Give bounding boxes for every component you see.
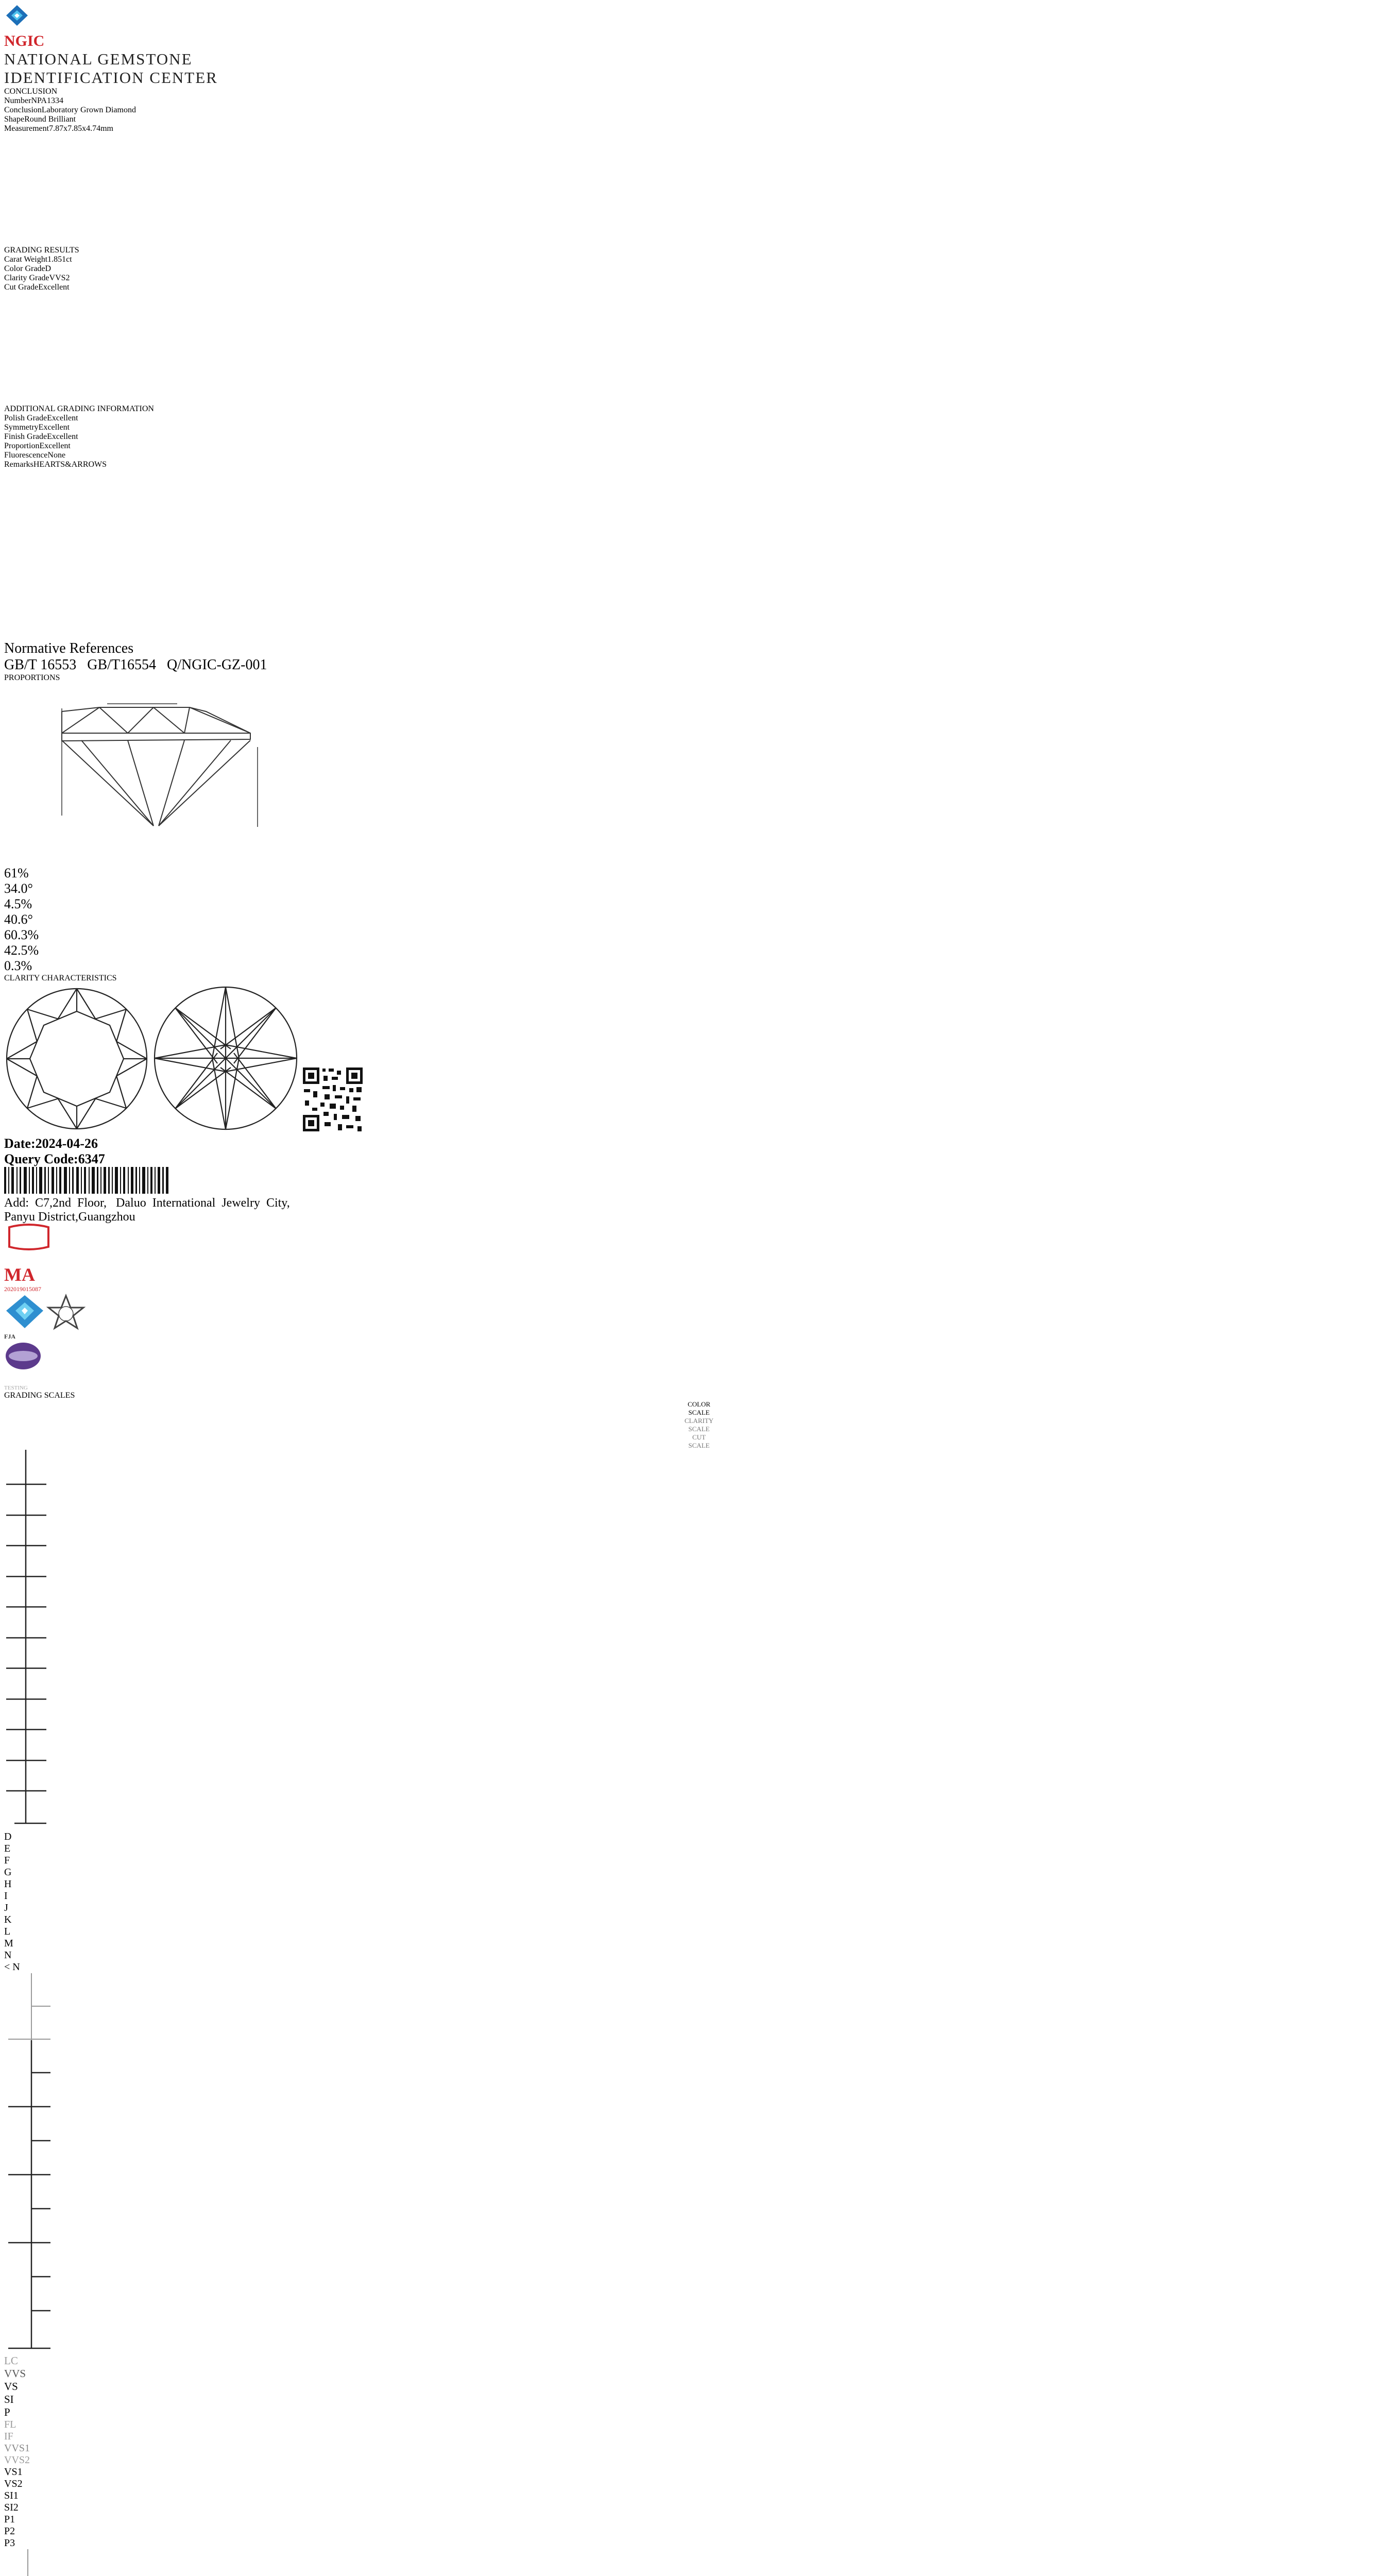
clarity-group-label: LC — [4, 2354, 18, 2367]
field-label: Number — [4, 96, 31, 105]
testing-label: TESTING — [4, 1385, 28, 1391]
clarity-grade-label: P3 — [4, 2537, 15, 2549]
clarity-grade-label: VS2 — [4, 2478, 23, 2489]
grading-results-header: GRADING RESULTS — [4, 246, 79, 255]
cut-scale-ruler — [4, 2549, 50, 2576]
color-grade-label: M — [4, 1938, 13, 1949]
field-value: VVS2 — [49, 274, 70, 282]
additional-section — [4, 414, 306, 640]
clarity-grade-label: P1 — [4, 2514, 15, 2525]
grading-scales-panel — [4, 1224, 1394, 2576]
grading-row — [4, 274, 299, 283]
conclusion-row — [4, 106, 300, 115]
additional-row — [4, 451, 306, 460]
total-depth-value: 60.3% — [4, 927, 39, 942]
org-name-line1: NATIONAL GEMSTONE — [4, 50, 193, 68]
address-line1: Add: C7,2nd Floor, Daluo International Jewelry City, — [4, 1196, 290, 1210]
table-value: 61% — [4, 866, 29, 880]
fja-star-icon — [47, 1294, 84, 1330]
cut-scale-heading — [4, 1433, 1394, 1450]
color-grade-label: F — [4, 1855, 10, 1866]
clarity-grade-label: SI2 — [4, 2502, 19, 2513]
normative-references: GB/T 16553 GB/T16554 Q/NGIC-GZ-001 — [4, 657, 267, 673]
diamond-logo-icon — [4, 1293, 45, 1330]
clarity-grade-label: IF — [4, 2431, 13, 2442]
ma-number: 202019015087 — [4, 1285, 41, 1293]
field-label: Remarks — [4, 460, 33, 469]
logo-text: NGIC — [4, 32, 45, 49]
clarity-scale-heading — [4, 1417, 1394, 1433]
field-label: Shape — [4, 115, 25, 124]
field-label: Proportion — [4, 442, 40, 450]
field-value: Excellent — [38, 423, 70, 432]
conclusion-section — [4, 96, 300, 246]
field-label: Polish Grade — [4, 414, 47, 422]
ngic-logo-icon — [4, 4, 30, 30]
clarity-grade-label: SI1 — [4, 2490, 19, 2501]
color-grade-label: I — [4, 1890, 8, 1902]
color-grade-labels — [4, 1831, 1394, 1973]
field-value: Round Brilliant — [24, 115, 76, 124]
left-panel — [4, 4, 1394, 673]
field-label: Carat Weight — [4, 255, 48, 264]
field-value: D — [45, 264, 52, 273]
barcode — [4, 1167, 170, 1194]
color-grade-label: H — [4, 1878, 12, 1890]
report-date: Date:2024-04-26 — [4, 1136, 98, 1151]
ma-logo-icon — [4, 1224, 54, 1261]
conclusion-header: CONCLUSION — [4, 87, 58, 96]
scale-heading-line: SCALE — [688, 1409, 710, 1416]
pavilion-view-diagram — [151, 983, 300, 1133]
grading-row — [4, 264, 299, 274]
middle-panel — [4, 673, 1394, 1224]
clarity-group-label: SI — [4, 2393, 14, 2405]
proportions-header: PROPORTIONS — [4, 673, 60, 682]
clarity-characteristics-header: CLARITY CHARACTERISTICS — [4, 974, 117, 982]
additional-row — [4, 423, 306, 432]
color-grade-label: N — [4, 1950, 12, 1961]
color-grade-label: D — [4, 1831, 12, 1842]
scale-heading-line: SCALE — [688, 1425, 710, 1433]
field-label: Conclusion — [4, 106, 42, 114]
clarity-scale-ruler — [4, 1973, 56, 2352]
additional-info-header: ADDITIONAL GRADING INFORMATION — [4, 404, 154, 413]
clarity-group-label: P — [4, 2406, 10, 2418]
color-scale-ruler — [4, 1450, 50, 1828]
field-value: Laboratory Grown Diamond — [41, 106, 136, 114]
normative-title: Normative References — [4, 640, 134, 656]
pavilion-angle-value: 40.6° — [4, 912, 33, 927]
color-grade-label: K — [4, 1914, 12, 1925]
grading-row — [4, 255, 299, 264]
color-scale-heading — [4, 1400, 1394, 1417]
pavilion-depth-value: 42.5% — [4, 943, 39, 958]
scale-heading-line: CUT — [692, 1433, 706, 1441]
scale-heading-line: COLOR — [687, 1400, 711, 1408]
clarity-grade-labels — [4, 2419, 1394, 2549]
proportions-diagram — [4, 683, 313, 863]
field-value: HEARTS&ARROWS — [33, 460, 107, 469]
grading-results-section — [4, 255, 299, 404]
field-value: None — [47, 451, 66, 460]
grading-row — [4, 283, 299, 292]
field-label: Cut Grade — [4, 283, 39, 292]
culet-value: 0.3% — [4, 958, 32, 973]
ma-label: MA — [4, 1264, 35, 1285]
zjgj-label: ZJGJ — [4, 1374, 27, 1384]
grading-scales-header: GRADING SCALES — [4, 1391, 75, 1400]
color-grade-label: L — [4, 1926, 11, 1937]
field-label: Color Grade — [4, 264, 45, 273]
zjgj-logo-icon — [4, 1341, 42, 1371]
field-value: NPA1334 — [31, 96, 63, 105]
fja-label: FJA — [4, 1333, 15, 1340]
field-value: 1.851ct — [47, 255, 72, 264]
crown-view-diagram — [4, 984, 149, 1133]
color-grade-label: < N — [4, 1961, 20, 1973]
query-code: Query Code:6347 — [4, 1151, 105, 1166]
clarity-grade-label: VS1 — [4, 2466, 23, 2478]
additional-row — [4, 442, 306, 451]
qr-code[interactable] — [302, 1066, 365, 1133]
field-label: Fluorescence — [4, 451, 48, 460]
field-value: Excellent — [47, 414, 78, 422]
color-grade-label: E — [4, 1843, 11, 1854]
color-grade-label: G — [4, 1867, 12, 1878]
additional-row — [4, 432, 306, 442]
color-grade-label: J — [4, 1902, 8, 1913]
clarity-group-label: VS — [4, 2380, 18, 2393]
additional-row — [4, 414, 306, 423]
org-name-line2: IDENTIFICATION CENTER — [4, 69, 218, 87]
scale-heading-line: CLARITY — [684, 1417, 714, 1425]
field-label: Symmetry — [4, 423, 39, 432]
additional-row — [4, 460, 306, 469]
conclusion-row — [4, 115, 300, 124]
clarity-grade-label: VVS2 — [4, 2454, 30, 2466]
conclusion-row — [4, 124, 300, 133]
field-label: Finish Grade — [4, 432, 47, 441]
field-value: Excellent — [38, 283, 70, 292]
clarity-grade-label: FL — [4, 2419, 16, 2430]
crown-height-value: 4.5% — [4, 896, 32, 911]
clarity-grade-label: VVS1 — [4, 2443, 30, 2454]
clarity-group-label: VVS — [4, 2367, 26, 2380]
field-label: Clarity Grade — [4, 274, 49, 282]
field-value: Excellent — [47, 432, 78, 441]
clarity-group-labels — [4, 2354, 1394, 2419]
clarity-grade-label: P2 — [4, 2526, 15, 2537]
field-value: Excellent — [39, 442, 71, 450]
field-label: Measurement — [4, 124, 49, 133]
scale-heading-line: SCALE — [688, 1442, 710, 1449]
field-value: 7.87x7.85x4.74mm — [49, 124, 113, 133]
crown-angle-value: 34.0° — [4, 881, 33, 896]
conclusion-row — [4, 96, 300, 106]
address-line2: Panyu District,Guangzhou — [4, 1210, 135, 1224]
